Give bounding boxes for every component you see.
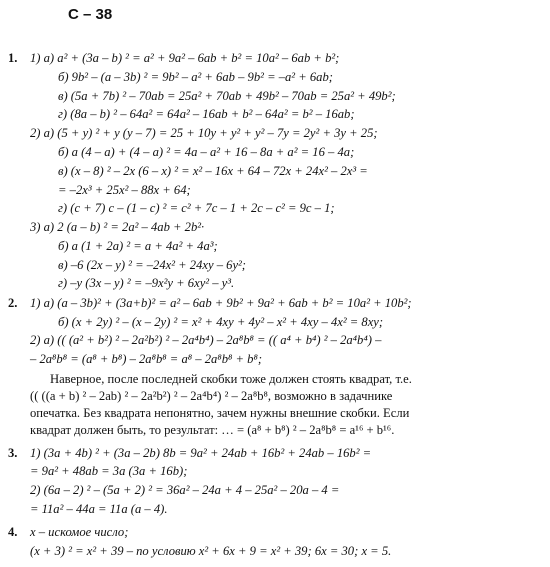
problem-3-line-2: = 9a² + 48ab = 3a (3a + 16b); <box>30 464 188 478</box>
problem-1-line-11: б) a (1 + 2a) ² = a + 4a² + 4a³; <box>58 239 218 253</box>
problem-1-line-6: б) a (4 – a) + (4 – a) ² = 4a – a² + 16 – 8a + a² = 16 – 4a; <box>58 145 355 159</box>
problem-3-line-1: 1) (3a + 4b) ² + (3a – 2b) 8b = 9a² + 24ab + 16b² + 24ab – 16b² = <box>30 446 372 460</box>
problem-1-line-12: в) –6 (2x – y) ² = –24x² + 24xy – 6y²; <box>58 258 247 272</box>
problem-3-number: 3. <box>8 446 18 460</box>
problem-4-number: 4. <box>8 525 18 539</box>
problem-1-line-1: 1) а) a² + (3a – b) ² = a² + 9a² – 6ab + b² = 10a² – 6ab + b²; <box>30 51 340 65</box>
problem-2-line-1: 1) а) (a – 3b)² + (3a+b)² = a² – 6ab + 9b² + 9a² + 6ab + b² = 10a² + 10b²; <box>30 296 412 310</box>
problem-1-line-10: 3) а) 2 (a – b) ² = 2a² – 4ab + 2b²· <box>30 220 205 234</box>
problem-1-line-4: г) (8a – b) ² – 64a² = 64a² – 16ab + b² – 64a² = b² – 16ab; <box>58 107 355 121</box>
problem-2-line-3: 2) а) (( (a² + b²) ² – 2a²b²) ² – 2a⁴b⁴) – 2a⁸b⁸ = (( a⁴ + b⁴) ² – 2a⁴b⁴) – <box>30 333 382 347</box>
problem-2-line-2: б) (x + 2y) ² – (x – 2y) ² = x² + 4xy + 4y² – x² + 4xy – 4x² = 8xy; <box>58 315 384 329</box>
problem-2-number: 2. <box>8 296 18 310</box>
problem-3-line-4: = 11a² – 44a = 11a (a – 4). <box>30 502 168 516</box>
page-title: С – 38 <box>68 6 113 23</box>
problem-1-line-5: 2) а) (5 + y) ² + y (y – 7) = 25 + 10y + y² + y² – 7y = 2y² + 3y + 25; <box>30 126 378 140</box>
note-line-2: (( ((a + b) ² – 2ab) ² – 2a²b²) ² – 2a⁴b⁴) ² – 2a⁸b⁸, возможно в задачнике <box>30 389 393 403</box>
note-line-3: опечатка. Без квадрата непонятно, зачем нужны внешние скобки. Если <box>30 406 410 420</box>
problem-4-line-1: x – искомое число; <box>30 525 129 539</box>
problem-4-line-2: (x + 3) ² = x² + 39 – по условию x² + 6x + 9 = x² + 39; 6x = 30; x = 5. <box>30 544 392 558</box>
problem-1-line-13: г) –y (3x – y) ² = –9x²y + 6xy² – y³. <box>58 276 235 290</box>
problem-1-line-8: = –2x³ + 25x² – 88x + 64; <box>58 183 191 197</box>
note-line-1: Наверное, после последней скобки тоже должен стоять квадрат, т.е. <box>50 372 412 386</box>
problem-1-number: 1. <box>8 51 18 65</box>
problem-1-line-3: в) (5a + 7b) ² – 70ab = 25a² + 70ab + 49b² – 70ab = 25a² + 49b²; <box>58 89 396 103</box>
problem-1-line-2: б) 9b² – (a – 3b) ² = 9b² – a² + 6ab – 9b² = –a² + 6ab; <box>58 70 333 84</box>
problem-3-line-3: 2) (6a – 2) ² – (5a + 2) ² = 36a² – 24a + 4 – 25a² – 20a – 4 = <box>30 483 340 497</box>
note-line-4: квадрат должен быть, то результат: … = (a⁸ + b⁸) ² – 2a⁸b⁸ = a¹⁶ + b¹⁶. <box>30 423 395 437</box>
problem-2-line-4: – 2a⁸b⁸ = (a⁸ + b⁸) – 2a⁸b⁸ = a⁸ – 2a⁸b⁸ + b⁸; <box>30 352 263 366</box>
problem-1-line-7: в) (x – 8) ² – 2x (6 – x) ² = x² – 16x + 64 – 72x + 24x² – 2x³ = <box>58 164 368 178</box>
problem-2-note <box>30 371 530 439</box>
problem-1-line-9: г) (c + 7) c – (1 – c) ² = c² + 7c – 1 + 2c – c² = 9c – 1; <box>58 201 335 215</box>
